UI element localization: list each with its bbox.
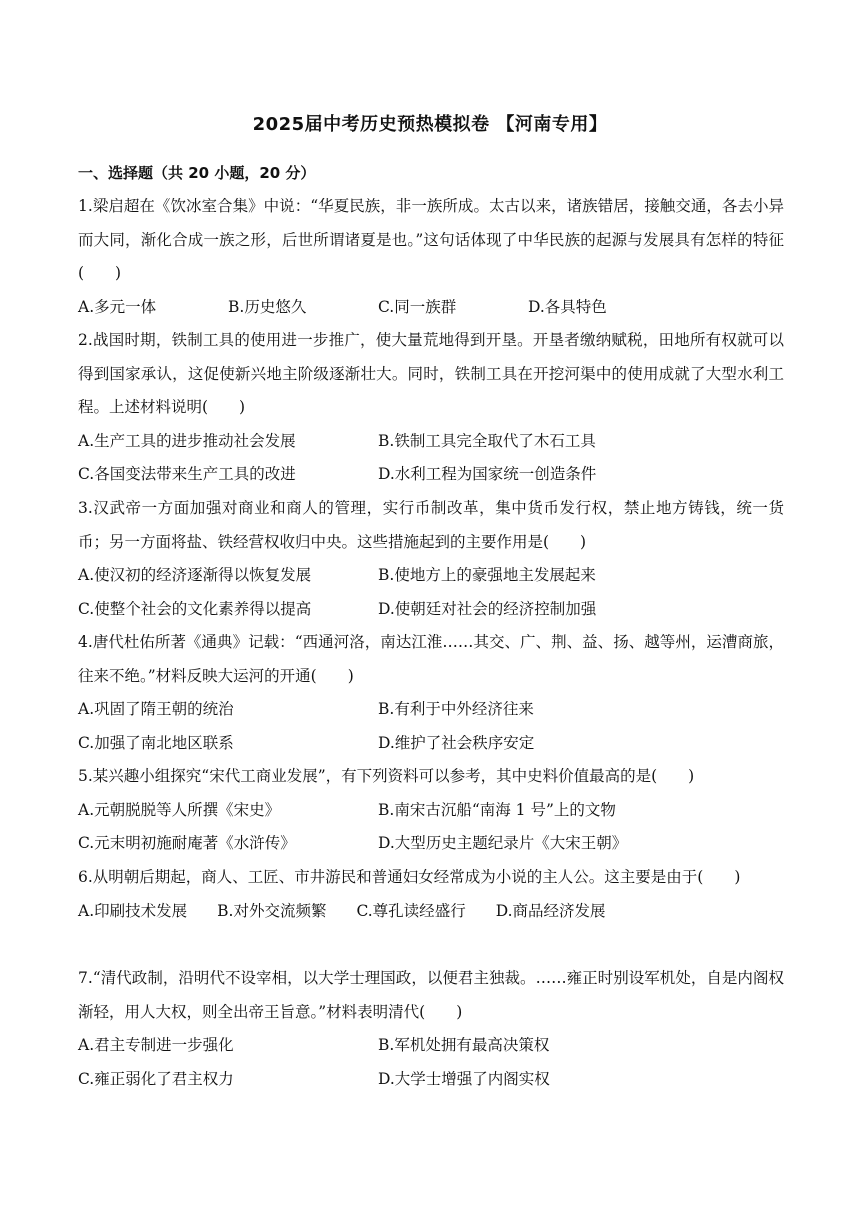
question-4 bbox=[78, 626, 784, 760]
option-d: D.维护了社会秩序安定 bbox=[378, 733, 535, 752]
question-stem: 3.汉武帝一方面加强对商业和商人的管理，实行币制改革，集中货币发行权，禁止地方铸钱，统一货币；另一方面将盐、铁经营权收归中央。这些措施起到的主要作用是( ) bbox=[78, 499, 784, 551]
question-stem: 2.战国时期，铁制工具的使用进一步推广，使大量荒地得到开垦。开垦者缴纳赋税，田地所有权就可以得到国家承认，这促使新兴地主阶级逐渐壮大。同时，铁制工具在开挖河渠中的使用成就了大型水利工程。上述材料说明( ) bbox=[78, 331, 784, 416]
question-2 bbox=[78, 324, 784, 492]
options-row bbox=[78, 559, 784, 593]
section-heading: 一、选择题（共 20 小题，20 分） bbox=[78, 164, 316, 182]
options-row bbox=[78, 291, 784, 325]
option-a: A.使汉初的经济逐渐得以恢复发展 bbox=[78, 566, 312, 584]
options-row bbox=[78, 593, 784, 627]
options-row bbox=[78, 827, 790, 861]
question-1 bbox=[78, 190, 784, 324]
option-c: C.使整个社会的文化素养得以提高 bbox=[78, 599, 312, 618]
question-7 bbox=[78, 962, 784, 1096]
option-c: C.尊孔读经盛行 bbox=[356, 901, 466, 920]
option-d: D.大型历史主题纪录片《大宋王朝》 bbox=[378, 834, 628, 852]
option-a: A.君主专制进一步强化 bbox=[78, 1036, 234, 1054]
option-b: B.铁制工具完全取代了木石工具 bbox=[378, 431, 596, 450]
option-a: A.巩固了隋王朝的统治 bbox=[78, 700, 234, 718]
question-stem: 7.“清代政制，沿明代不设宰相，以大学士理国政，以便君主独裁。……雍正时别设军机处，自是内阁权渐轻，用人大权，则全出帝王旨意。”材料表明清代( ) bbox=[78, 969, 784, 1021]
option-c: C.雍正弱化了君主权力 bbox=[78, 1069, 234, 1088]
option-a: A.多元一体 bbox=[78, 297, 157, 316]
question-6 bbox=[78, 861, 784, 928]
option-d: D.大学士增强了内阁实权 bbox=[378, 1069, 550, 1088]
option-b: B.历史悠久 bbox=[228, 297, 307, 316]
option-b: B.南宋古沉船“南海 1 号”上的文物 bbox=[378, 800, 616, 819]
options-row bbox=[78, 727, 784, 761]
question-stem: 4.唐代杜佑所著《通典》记载：“西通河洛，南达江淮……其交、广、荆、益、扬、越等州，运漕商旅，往来不绝。”材料反映大运河的开通( ) bbox=[78, 633, 784, 685]
option-d: D.水利工程为国家统一创造条件 bbox=[378, 465, 597, 483]
option-c: C.同一族群 bbox=[378, 297, 457, 316]
option-b: B.对外交流频繁 bbox=[217, 901, 327, 920]
option-b: B.有利于中外经济往来 bbox=[378, 700, 534, 718]
option-c: C.各国变法带来生产工具的改进 bbox=[78, 465, 296, 483]
options-row bbox=[78, 458, 784, 492]
option-a: A.生产工具的进步推动社会发展 bbox=[78, 431, 296, 450]
question-stem: 6.从明朝后期起，商人、工匠、市井游民和普通妇女经常成为小说的主人公。这主要是由于( ) bbox=[78, 868, 741, 886]
option-c: C.元末明初施耐庵著《水浒传》 bbox=[78, 834, 296, 852]
options-row bbox=[78, 794, 790, 828]
option-d: D.使朝廷对社会的经济控制加强 bbox=[378, 599, 597, 618]
option-d: D.商品经济发展 bbox=[495, 901, 606, 920]
options-row bbox=[78, 425, 784, 459]
options-row bbox=[78, 693, 784, 727]
options-row bbox=[78, 1063, 784, 1097]
exam-title: 2025届中考历史预热模拟卷 【河南专用】 bbox=[252, 114, 608, 135]
option-a: A.元朝脱脱等人所撰《宋史》 bbox=[78, 800, 281, 819]
option-a: A.印刷技术发展 bbox=[78, 901, 188, 920]
options-row bbox=[78, 895, 784, 929]
question-5 bbox=[78, 760, 790, 861]
question-3 bbox=[78, 492, 784, 626]
option-b: B.军机处拥有最高决策权 bbox=[378, 1036, 550, 1054]
options-row bbox=[78, 1029, 784, 1063]
option-c: C.加强了南北地区联系 bbox=[78, 733, 234, 752]
question-stem: 5.某兴趣小组探究“宋代工商业发展”，有下列资料可以参考，其中史料价值最高的是( ) bbox=[78, 767, 695, 785]
question-stem: 1.梁启超在《饮冰室合集》中说：“华夏民族，非一族所成。太古以来，诸族错居，接触交通，各去小异而大同，渐化合成一族之形，后世所谓诸夏是也。”这句话体现了中华民族的起源与发展具有怎样的特征( ) bbox=[78, 197, 784, 282]
option-d: D.各具特色 bbox=[528, 297, 607, 316]
option-b: B.使地方上的豪强地主发展起来 bbox=[378, 566, 596, 584]
